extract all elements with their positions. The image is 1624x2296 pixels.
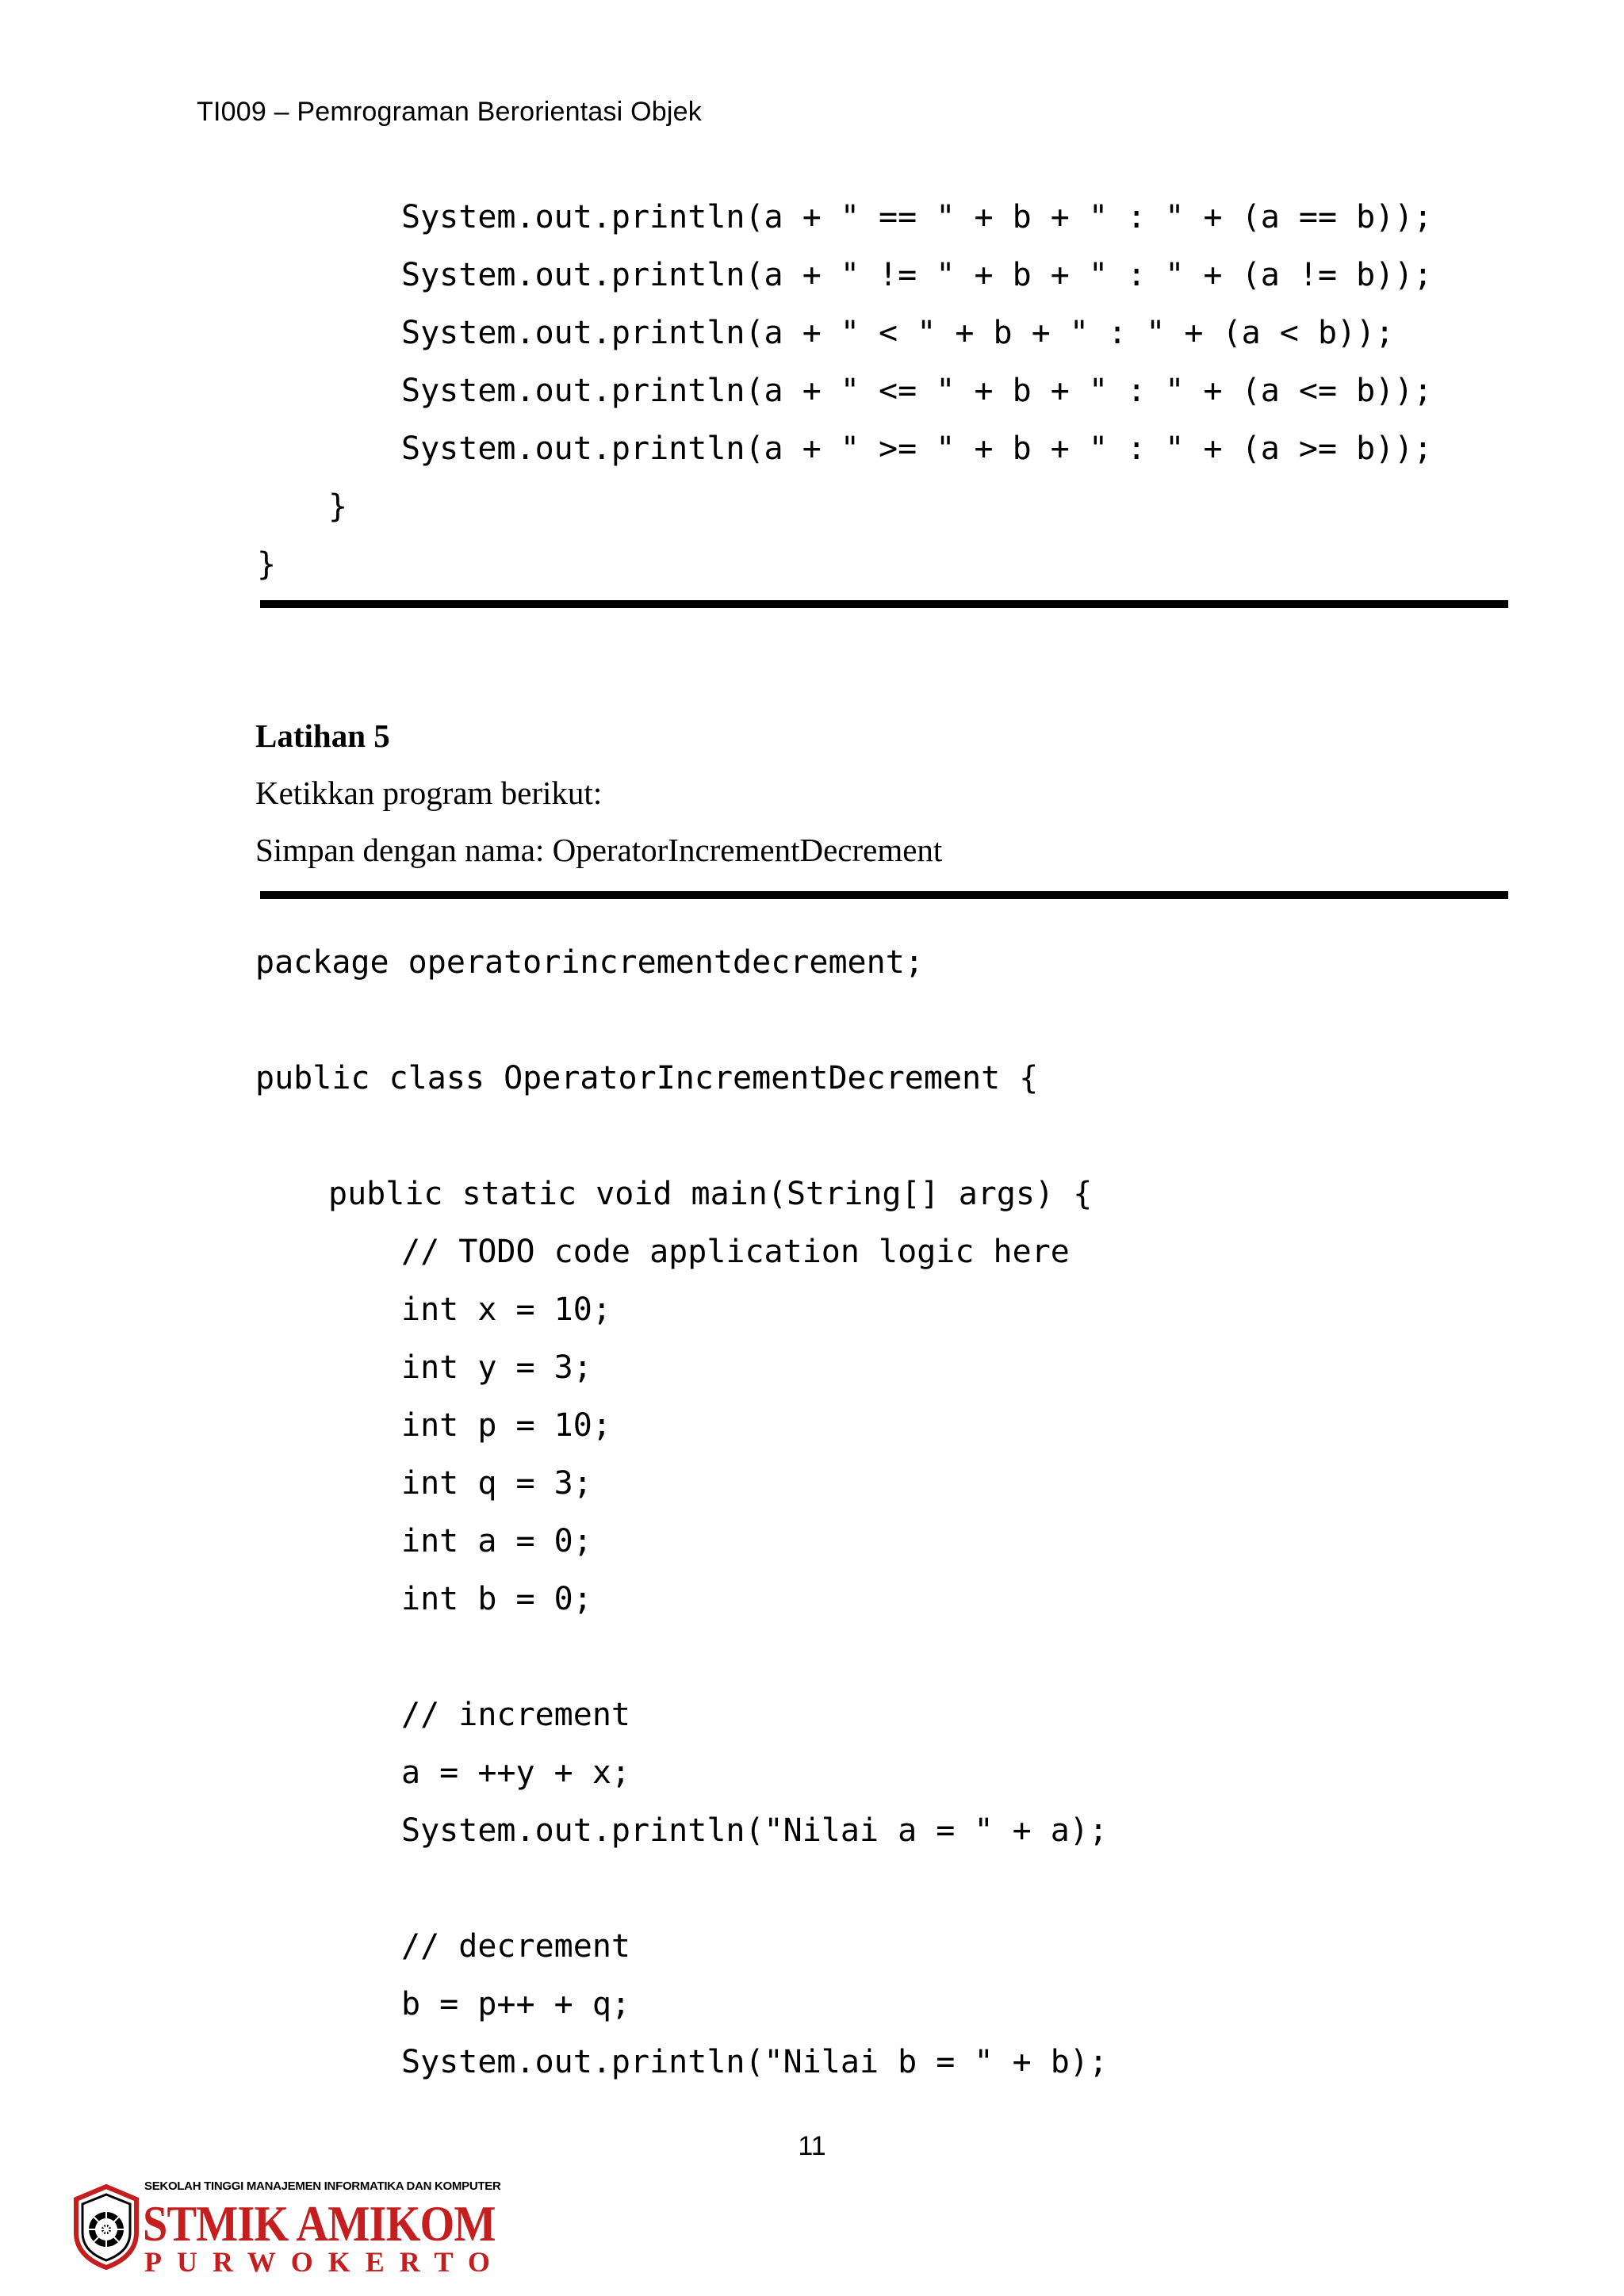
code-line: // TODO code application logic here (401, 1234, 1070, 1270)
code-line: System.out.println(a + " == " + b + " : " + (a == b)); (401, 199, 1433, 235)
code-line: int q = 3; (401, 1465, 592, 1502)
course-header: TI009 – Pemrograman Berorientasi Objek (197, 97, 702, 127)
exercise-filename: Simpan dengan nama: OperatorIncrementDecrement (255, 832, 943, 868)
code-line: public class OperatorIncrementDecrement { (255, 1060, 1039, 1096)
section-divider (260, 891, 1508, 899)
code-line: } (328, 488, 348, 525)
logo-city: PURWOKERTO (144, 2246, 505, 2278)
code-line: package operatorincrementdecrement; (255, 944, 924, 981)
code-line: System.out.println(a + " >= " + b + " : " + (a >= b)); (401, 430, 1433, 467)
code-line: int a = 0; (401, 1523, 592, 1559)
code-line: System.out.println(a + " < " + b + " : " + (a < b)); (401, 315, 1395, 351)
exercise-instruction: Ketikkan program berikut: (255, 775, 603, 811)
seal-icon (70, 2183, 143, 2271)
page-number: 11 (798, 2131, 826, 2161)
code-line: b = p++ + q; (401, 1986, 630, 2022)
code-line: System.out.println(a + " <= " + b + " : " + (a <= b)); (401, 373, 1433, 409)
code-line: public static void main(String[] args) { (328, 1176, 1093, 1212)
section-divider (260, 600, 1508, 608)
logo-name: STMIK AMIKOM (143, 2195, 496, 2252)
logo-tagline: SEKOLAH TINGGI MANAJEMEN INFORMATIKA DAN KOMPUTER (144, 2179, 501, 2193)
code-line: System.out.println("Nilai b = " + b); (401, 2044, 1109, 2080)
code-line: int y = 3; (401, 1349, 592, 1386)
code-line: } (257, 546, 277, 583)
code-line: int x = 10; (401, 1292, 611, 1328)
code-line: int b = 0; (401, 1581, 592, 1617)
code-line: int p = 10; (401, 1407, 611, 1444)
code-line: System.out.println("Nilai a = " + a); (401, 1812, 1109, 1849)
exercise-title: Latihan 5 (255, 718, 390, 754)
code-line: // decrement (401, 1928, 630, 1965)
code-line: a = ++y + x; (401, 1755, 630, 1791)
code-line: System.out.println(a + " != " + b + " : " + (a != b)); (401, 257, 1433, 293)
code-line: // increment (401, 1697, 630, 1733)
